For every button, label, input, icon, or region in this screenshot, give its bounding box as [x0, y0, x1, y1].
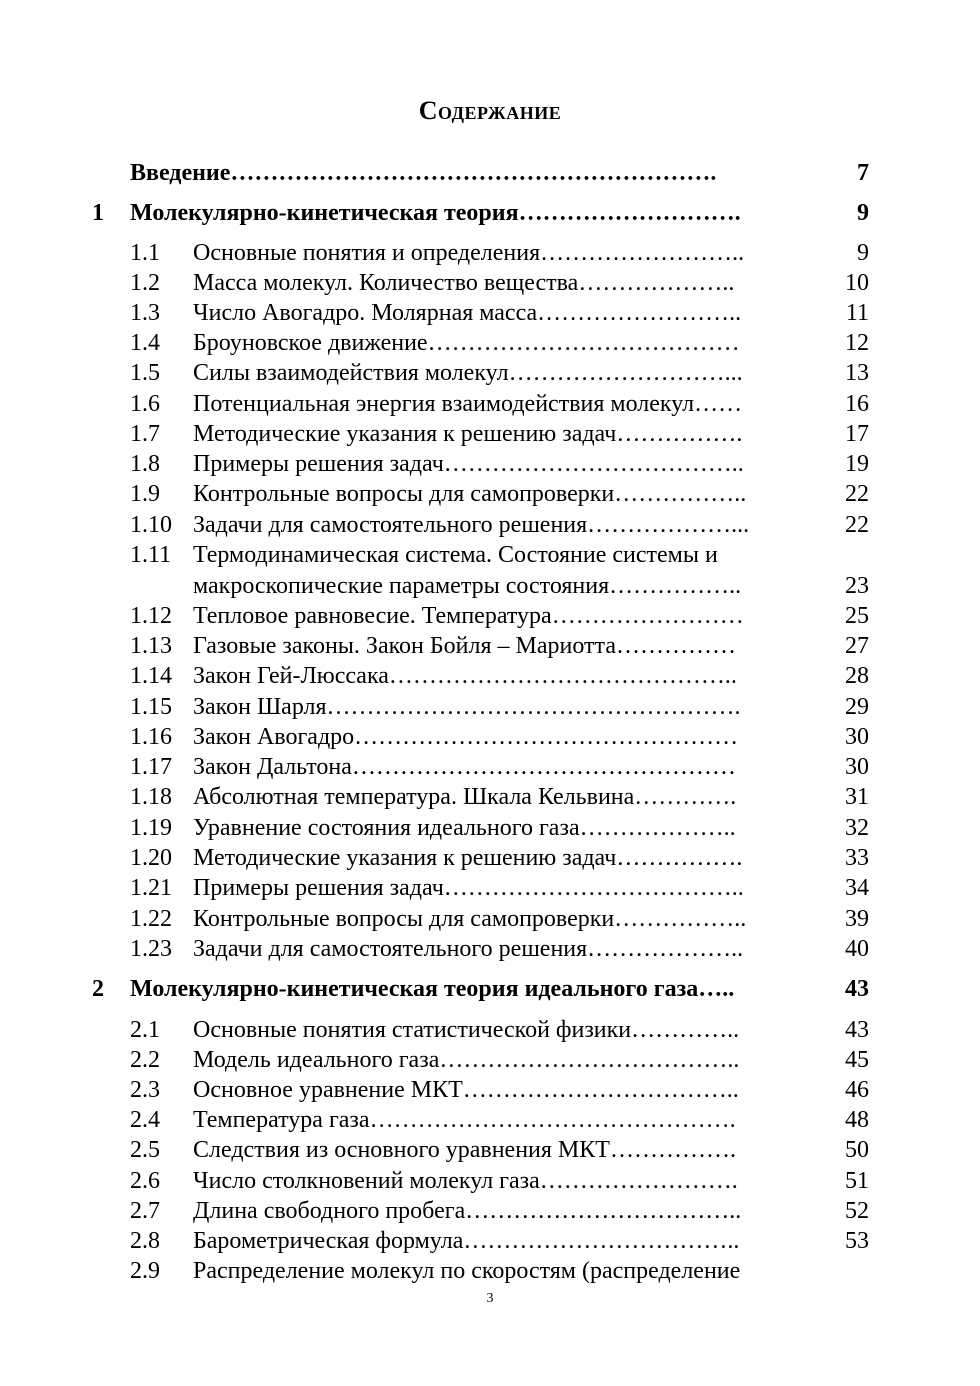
toc-chapter-entry: [0, 974, 980, 1004]
toc-section-entry: [0, 449, 980, 479]
toc-section-entry: [0, 692, 980, 722]
toc-entry-page: 28: [845, 663, 869, 689]
page-title: Содержание: [418, 96, 562, 125]
toc-entry-page: 52: [845, 1198, 869, 1224]
toc-section-entry: [0, 1226, 980, 1256]
toc-entry-number: 1.17: [130, 754, 172, 780]
toc-entry-number: 2.4: [130, 1107, 160, 1133]
toc-entry-page: 13: [845, 360, 869, 386]
toc-section-entry: [0, 298, 980, 328]
toc-entry-page: 12: [845, 330, 869, 356]
toc-entry-title: Закон Гей-Люссака……………………………………..: [193, 663, 737, 689]
toc-entry-title: Контрольные вопросы для самопроверки……………..: [193, 481, 747, 507]
toc-entry-page: 7: [857, 160, 869, 186]
toc-section-entry: [0, 510, 980, 540]
toc-entry-page: 19: [845, 451, 869, 477]
toc-entry-page: 50: [845, 1137, 869, 1163]
toc-section-entry: [0, 873, 980, 903]
toc-entry-page: 43: [845, 976, 869, 1002]
toc-entry-number: 1.18: [130, 784, 172, 810]
toc-section-entry: [0, 1196, 980, 1226]
toc-section-entry: [0, 268, 980, 298]
toc-entry-title: Основные понятия и определения……………………..: [193, 240, 745, 266]
toc-section-entry: [0, 1166, 980, 1196]
toc-entry-page: 45: [845, 1047, 869, 1073]
toc-entry-title: Основные понятия статистической физики…………..: [193, 1017, 740, 1043]
toc-entry-title: Длина свободного пробега……………………………..: [193, 1198, 742, 1224]
toc-section-entry: [0, 358, 980, 388]
toc-section-entry: [0, 782, 980, 812]
toc-entry-title: Число столкновений молекул газа…………………….: [193, 1168, 738, 1194]
toc-entry-title: Термодинамическая система. Состояние системы и: [193, 542, 718, 568]
toc-entry-title: Распределение молекул по скоростям (распределение: [193, 1258, 741, 1284]
toc-entry-page: 17: [845, 421, 869, 447]
toc-section-entry: [0, 1045, 980, 1075]
toc-entry-page: 9: [857, 240, 869, 266]
toc-entry-number: 1.4: [130, 330, 160, 356]
toc-entry-title: Тепловое равновесие. Температура……………………: [193, 603, 744, 629]
toc-entry-number: 2.3: [130, 1077, 160, 1103]
toc-entry-title: Барометрическая формула……………………………..: [193, 1228, 740, 1254]
toc-entry-title: Закон Дальтона…………………………………………: [193, 754, 736, 780]
toc-entry-number: 1.11: [130, 542, 172, 568]
toc-chapter-entry: [0, 198, 980, 228]
toc-entry-number: 2.2: [130, 1047, 160, 1073]
toc-entry-title: Примеры решения задач………………………………..: [193, 875, 744, 901]
toc-entry-title: Следствия из основного уравнения МКТ…………….: [193, 1137, 736, 1163]
toc-section-entry: [0, 571, 980, 601]
toc-section-entry: [0, 1075, 980, 1105]
toc-entry-page: 40: [845, 936, 869, 962]
toc-entry-title: макроскопические параметры состояния……………..: [193, 573, 742, 599]
toc-entry-number: 1.23: [130, 936, 172, 962]
toc-section-entry: [0, 238, 980, 268]
toc-entry-title: Модель идеального газа………………………………..: [193, 1047, 740, 1073]
toc-section-entry: [0, 813, 980, 843]
toc-entry-number: 1.12: [130, 603, 172, 629]
toc-entry-title: Молекулярно-кинетическая теория……………………….: [130, 200, 741, 226]
toc-section-entry: [0, 661, 980, 691]
toc-entry-number: 2.6: [130, 1168, 160, 1194]
toc-section-entry: [0, 540, 980, 570]
toc-entry-number: 2.7: [130, 1198, 160, 1224]
toc-entry-page: 16: [845, 391, 869, 417]
toc-entry-title: Основное уравнение МКТ……………………………..: [193, 1077, 739, 1103]
toc-entry-title: Методические указания к решению задач…………….: [193, 845, 743, 871]
toc-entry-number: 1.9: [130, 481, 160, 507]
toc-entry-title: Потенциальная энергия взаимодействия молекул……: [193, 391, 743, 417]
toc-entry-page: 11: [845, 300, 869, 326]
toc-entry-page: 22: [845, 512, 869, 538]
toc-entry-page: 30: [845, 754, 869, 780]
toc-entry-number: 2: [92, 976, 104, 1002]
toc-section-entry: [0, 631, 980, 661]
toc-entry-title: Закон Авогадро…………………………………………: [193, 724, 739, 750]
toc-entry-page: 29: [845, 694, 869, 720]
toc-section-entry: [0, 752, 980, 782]
toc-entry-title: Число Авогадро. Молярная масса……………………..: [193, 300, 742, 326]
toc-entry-number: 1.19: [130, 815, 172, 841]
toc-section-entry: [0, 1105, 980, 1135]
toc-entry-title: Контрольные вопросы для самопроверки……………..: [193, 906, 747, 932]
toc-entry-number: 1.8: [130, 451, 160, 477]
toc-entry-number: 1.15: [130, 694, 172, 720]
toc-entry-page: 48: [845, 1107, 869, 1133]
toc-entry-title: Уравнение состояния идеального газа………………..: [193, 815, 736, 841]
toc-entry-title: Задачи для самостоятельного решения………………..: [193, 936, 744, 962]
toc-entry-number: 2.8: [130, 1228, 160, 1254]
toc-entry-title: Закон Шарля…………………………………………….: [193, 694, 741, 720]
toc-entry-number: 1.21: [130, 875, 172, 901]
toc-section-entry: [0, 904, 980, 934]
toc-entry-number: 1.13: [130, 633, 172, 659]
toc-section-entry: [0, 934, 980, 964]
toc-entry-page: 30: [845, 724, 869, 750]
toc-entry-page: 33: [845, 845, 869, 871]
toc-entry-number: 2.1: [130, 1017, 160, 1043]
toc-entry-page: 23: [845, 573, 869, 599]
toc-entry-page: 10: [845, 270, 869, 296]
toc-entry-page: 25: [845, 603, 869, 629]
toc-entry-title: Методические указания к решению задач…………….: [193, 421, 743, 447]
toc-entry-number: 1.6: [130, 391, 160, 417]
toc-entry-number: 1: [92, 200, 104, 226]
toc-entry-number: 1.16: [130, 724, 172, 750]
toc-entry-page: 46: [845, 1077, 869, 1103]
toc-section-entry: [0, 722, 980, 752]
toc-section-entry: [0, 389, 980, 419]
toc-entry-title: Газовые законы. Закон Бойля – Мариотта……………: [193, 633, 736, 659]
toc-entry-page: 34: [845, 875, 869, 901]
toc-entry-title: Задачи для самостоятельного решения………………...: [193, 512, 750, 538]
toc-entry-page: 27: [845, 633, 869, 659]
toc-entry-title: Абсолютная температура. Шкала Кельвина………….: [193, 784, 737, 810]
toc-section-entry: [0, 328, 980, 358]
toc-section-entry: [0, 1135, 980, 1165]
toc-entry-number: 1.2: [130, 270, 160, 296]
toc-entry-number: 1.1: [130, 240, 160, 266]
toc-chapter-entry: [0, 158, 980, 188]
toc-section-entry: [0, 843, 980, 873]
toc-entry-page: 51: [845, 1168, 869, 1194]
toc-entry-title: Силы взаимодействия молекул………………………...: [193, 360, 743, 386]
toc-entry-title: Введение…………………………………………………….: [130, 160, 717, 186]
toc-entry-page: 32: [845, 815, 869, 841]
toc-entry-page: 53: [845, 1228, 869, 1254]
toc-entry-title: Броуновское движение…………………………………: [193, 330, 740, 356]
toc-entry-page: 31: [845, 784, 869, 810]
toc-entry-number: 1.3: [130, 300, 160, 326]
toc-entry-number: 1.10: [130, 512, 172, 538]
toc-entry-page: 9: [857, 200, 869, 226]
toc-section-entry: [0, 479, 980, 509]
toc-entry-number: 2.9: [130, 1258, 160, 1284]
toc-entry-number: 2.5: [130, 1137, 160, 1163]
toc-entry-number: 1.20: [130, 845, 172, 871]
toc-entry-page: 39: [845, 906, 869, 932]
toc-entry-page: 22: [845, 481, 869, 507]
toc-section-entry: [0, 601, 980, 631]
toc-section-entry: [0, 1256, 980, 1286]
toc-section-entry: [0, 419, 980, 449]
toc-entry-page: 43: [845, 1017, 869, 1043]
toc-entry-title: Масса молекул. Количество вещества………………..: [193, 270, 735, 296]
toc-entry-number: 1.5: [130, 360, 160, 386]
toc-section-entry: [0, 1015, 980, 1045]
toc-entry-title: Температура газа……………………………………….: [193, 1107, 736, 1133]
toc-entry-title: Примеры решения задач………………………………..: [193, 451, 744, 477]
toc-entry-number: 1.7: [130, 421, 160, 447]
page-number: 3: [486, 1291, 494, 1306]
toc-entry-number: 1.14: [130, 663, 172, 689]
toc-entry-title: Молекулярно-кинетическая теория идеального газа…..: [130, 976, 735, 1002]
toc-entry-number: 1.22: [130, 906, 172, 932]
